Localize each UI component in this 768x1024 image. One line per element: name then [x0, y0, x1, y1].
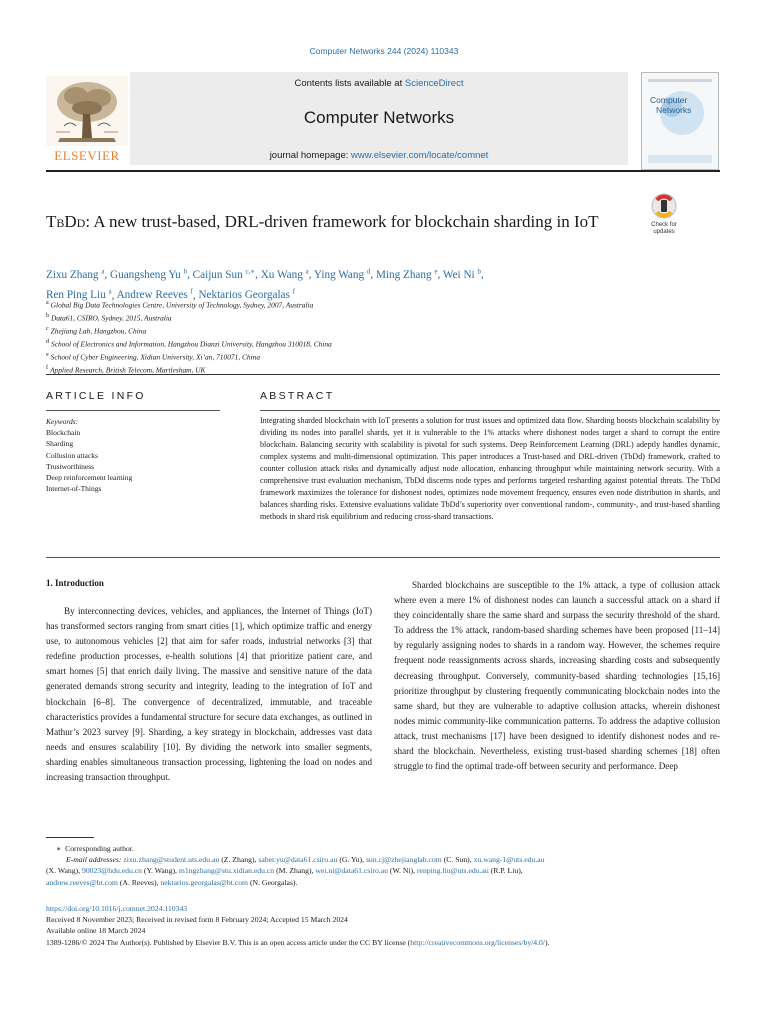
affiliation: $^f$ Applied Research, British Telecom, Martlesham, UK: [46, 364, 206, 375]
email-link[interactable]: nektarios.georgalas@bt.com: [160, 877, 249, 887]
email-link[interactable]: zixu.zhang@student.uts.edu.au: [123, 855, 220, 865]
received-dates: Received 8 November 2023; Received in revised form 8 February 2024; Accepted 15 March 2024: [46, 915, 348, 925]
author[interactable]: Ying Wang $^d$: [313, 267, 371, 281]
cover-title-line1: Computer: [650, 95, 688, 105]
email-link[interactable]: xu.wang-1@uts.edu.au: [473, 855, 545, 865]
affiliation: $^a$ Global Big Data Technologies Centre, University of Technology, Sydney, 2007, Australia: [46, 300, 314, 310]
author[interactable]: Wei Ni $^b$: [442, 267, 481, 281]
title-acronym: TbDd: [46, 212, 86, 231]
elsevier-wordmark: ELSEVIER: [54, 148, 120, 163]
keyword: Deep reinforcement learning: [46, 473, 133, 483]
affiliation: $^b$ Data61, CSIRO, Sydney, 2015, Australia: [46, 312, 172, 323]
author[interactable]: Caijun Sun $^{c,∗}$: [192, 267, 256, 281]
homepage-prefix: journal homepage:: [269, 150, 352, 161]
keyword: Sharding: [46, 439, 74, 449]
email-link[interactable]: andrew.reeves@bt.com: [46, 877, 118, 887]
contents-line: [130, 78, 628, 89]
abstract-rule: [260, 410, 720, 411]
section-heading-introduction: 1. Introduction: [46, 578, 104, 588]
email-label: E-mail addresses:: [66, 855, 122, 865]
email-link[interactable]: 90023@hdu.edu.cn: [81, 866, 142, 876]
publication-info: [46, 903, 720, 948]
journal-citation[interactable]: Computer Networks 244 (2024) 110343: [309, 46, 459, 56]
contents-prefix: Contents lists available at: [294, 78, 405, 89]
author[interactable]: Ming Zhang $^e$: [375, 267, 438, 281]
affiliation: $^d$ School of Electronics and Information, Hangzhou Dianzi University, Hangzhou 310018, China: [46, 338, 332, 349]
affiliation-rule: [46, 374, 720, 375]
sciencedirect-link[interactable]: ScienceDirect: [404, 78, 464, 89]
keyword: Blockchain: [46, 428, 81, 438]
affiliation-list: [46, 298, 666, 376]
keyword: Trustworthiness: [46, 461, 95, 471]
check-updates-line1: Check for: [651, 222, 677, 228]
license-link[interactable]: http://creativecommons.org/licenses/by/4.0/: [410, 937, 546, 947]
cover-art: [642, 73, 718, 169]
abstract-heading: ABSTRACT: [260, 390, 335, 402]
author[interactable]: Xu Wang $^a$: [260, 267, 309, 281]
corresponding-note: ∗ Corresponding author.: [56, 844, 134, 853]
email-addresses-cont: (X. Wang), 90023@hdu.edu.cn (Y. Wang), m1ngzhang@stu.xidian.edu.cn (M. Zhang), wei.ni@data61.csiro.au (W. Ni), renping.liu@uts.edu.au (R.P. Liu),: [46, 866, 523, 876]
author[interactable]: Zixu Zhang $^a$: [46, 267, 105, 281]
paper-title: [46, 211, 636, 233]
intro-right-column: Sharded blockchains are susceptible to the 1% attack, a type of collusion attack where even a mere 1% of dishonest nodes can launch a successful attack on a shard if they coincidentally share the same shard and surpass the security threshold of the shard. To address the 1% attack, random-based sharding schemes have been proposed [11–14] by regularly assigning nodes to shards in a random way. However, the schemes require frequent node reassignments across shards, increasing sharding costs and subsequently decreasing throughput. Conversely, community-based sharding technologies [15,16] prioritize throughput by clustering frequently communicating blockchain nodes into the same shard, but they are vulnerable to adaptive collusion attacks, wherein dishonest nodes mimic community-like communication patterns. To address the adaptive collusion attack, trust mechanisms [17] have been designed to identify dishonest nodes and re-shard the blockchain. Nevertheless, existing trust-based sharding schemes [18] often struggle to find the optimal trade-off between security and performance. Deep: [394, 580, 720, 772]
title-text: : A new trust-based, DRL-driven framework for blockchain sharding in IoT: [85, 212, 599, 231]
affiliation: $^c$ Zhejiang Lab, Hangzhou, China: [46, 325, 147, 336]
author-list: Zixu Zhang $^a$, Guangsheng Yu $^b$, Caijun Sun $^{c,∗}$, Xu Wang $^a$, Ying Wang $^d$, Ming Zhang $^e$, Wei Ni $^b$, Ren Ping Liu $^a$, Andrew Reeves $^f$, Nektarios Georgalas $^f$: [46, 267, 484, 302]
keywords-block: [46, 416, 226, 494]
abstract-bottom-rule: [46, 557, 720, 558]
article-info-rule: [46, 410, 220, 411]
keyword: Internet-of-Things: [46, 484, 102, 494]
license-line: 1389-1286/© 2024 The Author(s). Published by Elsevier B.V. This is an open access article under the CC BY license (http://creativecommons.org/licenses/by/4.0/).: [46, 937, 550, 947]
abstract-text: Integrating sharded blockchain with IoT presents a solution for trust issues and optimized data flow. Sharding boosts blockchain scalability by dividing its nodes into parallel shards, yet it is vulnerable to the 1% attacks where dishonest nodes target a shard to corrupt the entire blockchain. Balancing security with scalability is pivotal for such systems. Deep Reinforcement Learning (DRL) adeptly handles dynamic, complex systems and multi-dimensional optimization. This paper introduces a Trust-based and DRL-driven (TbDd) framework, crafted to counter collusion attack risks and dynamically adjust node allocation, enhancing throughput while maintaining network security. With a comprehensive trust evaluation mechanism, TbDd discerns node types and performs targeted resharding against potential threats. The TbDd framework maximizes the tolerance for dishonest nodes, optimizes node movement frequency, ensures even node distribution in shards, and balances sharding risks. Extensive evaluations validate TbDd’s superiority over conventional random-, community-, and trust-based sharding methods in shard risk equilibrium and reducing cross-shard transactions.: [260, 416, 720, 521]
author[interactable]: Guangsheng Yu $^b$: [110, 267, 188, 281]
email-addresses: E-mail addresses: zixu.zhang@student.uts.edu.au (Z. Zhang), saber.yu@data61.csiro.au (G. Yu), sun.cj@zhejianglab.com (C. Sun), xu.wang-1@uts.edu.au: [66, 855, 545, 865]
email-link[interactable]: wei.ni@data61.csiro.au: [315, 866, 388, 876]
homepage-line: [130, 150, 628, 161]
intro-left-column: By interconnecting devices, vehicles, and appliances, the Internet of Things (IoT) has transformed sectors ranging from smart cities [1], which optimize traffic and energy use, to autonomous vehicles [2] that aim for safer roads, industrial networks [3] that redefine production processes, e-health solutions [4] that prioritize patient care, and smart homes [5] that enrich daily living. The massive and sensitive nature of the data generated demands strong security and integrity, leading to the integration of IoT and blockchain [6–8]. The convergence of decentralized, immutable, and traceable characteristics provides a fundamental structure for secure data exchanges, as outlined in Mathur’s 2023 survey [9]. Sharding, a key strategy in blockchain, addresses vast data needs and ensures scalability [10]. By dividing the network into smaller segments, sharding enables simultaneous transaction processing, lightening the load on nodes and increasing transaction throughput.: [46, 606, 372, 783]
journal-cover-thumbnail[interactable]: [641, 72, 719, 170]
check-for-updates-icon[interactable]: [645, 192, 683, 236]
doi-link[interactable]: https://doi.org/10.1016/j.comnet.2024.110343: [46, 904, 188, 913]
footnote-rule: [46, 837, 94, 838]
affiliation: $^e$ School of Cyber Engineering, Xidian University, Xi’an, 710071, China: [46, 351, 261, 362]
author[interactable]: Andrew Reeves $^f$: [116, 287, 193, 302]
author[interactable]: Nektarios Georgalas $^f$: [198, 287, 296, 302]
email-link[interactable]: saber.yu@data61.csiro.au: [258, 855, 338, 865]
keywords-label: Keywords:: [46, 417, 79, 426]
email-link[interactable]: m1ngzhang@stu.xidian.edu.cn: [178, 866, 275, 876]
email-link[interactable]: sun.cj@zhejianglab.com: [365, 855, 442, 865]
footnote: [46, 843, 720, 888]
journal-homepage-link[interactable]: www.elsevier.com/locate/comnet: [351, 150, 489, 161]
header-rule: [46, 170, 720, 172]
cover-title-line2: Networks: [656, 105, 692, 115]
keyword: Collusion attacks: [46, 450, 98, 460]
article-info-heading: ARTICLE INFO: [46, 390, 146, 402]
journal-title: Computer Networks: [303, 108, 455, 127]
check-updates-line2: updates: [653, 229, 675, 235]
email-addresses-cont2: andrew.reeves@bt.com (A. Reeves), nektarios.georgalas@bt.com (N. Georgalas).: [46, 877, 298, 887]
author[interactable]: Ren Ping Liu $^a$: [46, 287, 112, 302]
available-online: Available online 18 March 2024: [46, 926, 146, 936]
email-link[interactable]: renping.liu@uts.edu.au: [416, 866, 489, 876]
